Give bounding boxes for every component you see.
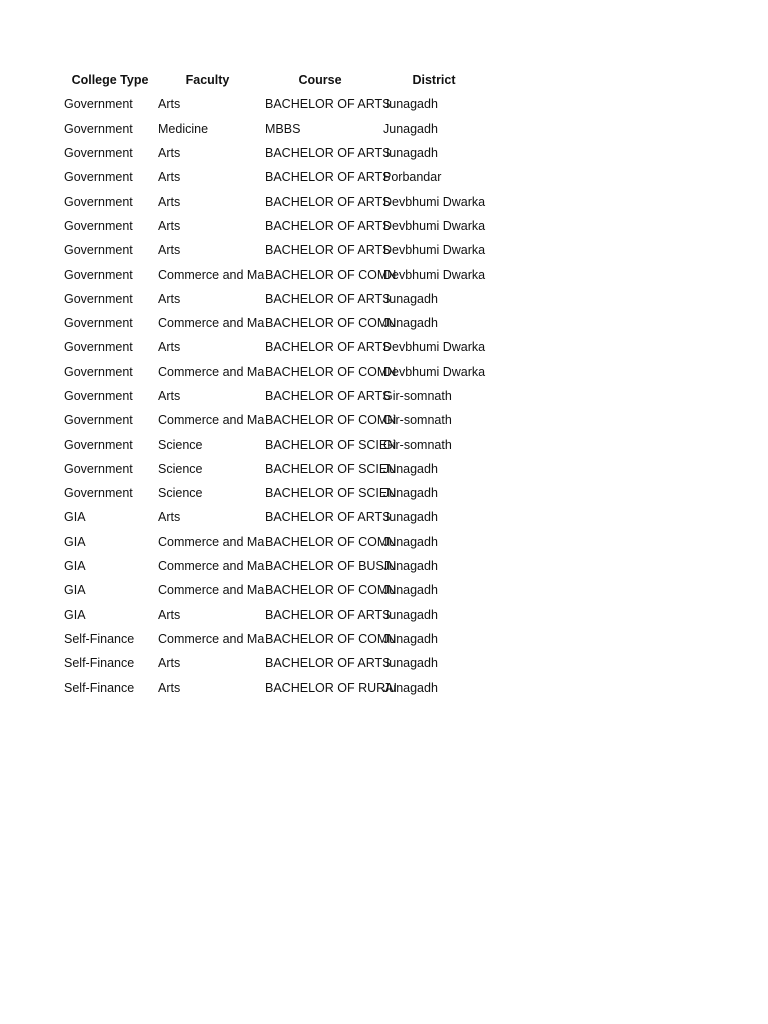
table-row (60, 505, 489, 529)
district-cell[interactable]: Devbhumi Dwarka (383, 218, 486, 233)
course-cell[interactable]: BACHELOR OF COMN (265, 631, 397, 646)
table-row (60, 335, 489, 359)
district-cell[interactable]: Devbhumi Dwarka (383, 364, 486, 379)
table-row (60, 287, 489, 311)
faculty-cell[interactable]: Medicine (158, 121, 209, 136)
header-college-type[interactable]: College Type (71, 73, 149, 88)
faculty-cell[interactable]: Arts (158, 291, 181, 306)
college-type-cell[interactable]: Government (64, 194, 133, 209)
faculty-cell[interactable]: Commerce and Ma (158, 316, 265, 331)
college-type-cell[interactable]: GIA (64, 583, 86, 598)
table-row (60, 311, 489, 335)
college-type-cell[interactable]: Government (64, 340, 133, 355)
faculty-cell[interactable]: Commerce and Ma (158, 583, 265, 598)
course-cell[interactable]: BACHELOR OF COMN (265, 413, 397, 428)
table-row (60, 627, 489, 651)
faculty-cell[interactable]: Arts (158, 510, 181, 525)
district-cell[interactable]: Junagadh (383, 510, 438, 525)
faculty-cell[interactable]: Arts (158, 656, 181, 671)
district-cell[interactable]: Porbandar (383, 170, 442, 185)
faculty-cell[interactable]: Science (158, 486, 203, 501)
faculty-cell[interactable]: Commerce and Ma (158, 534, 265, 549)
district-cell[interactable]: Junagadh (383, 631, 438, 646)
faculty-cell[interactable]: Arts (158, 194, 181, 209)
faculty-cell[interactable]: Arts (158, 97, 181, 112)
district-cell[interactable]: Junagadh (383, 680, 438, 695)
course-cell[interactable]: BACHELOR OF ARTS (265, 218, 391, 233)
course-cell[interactable]: BACHELOR OF COMN (265, 267, 397, 282)
course-cell[interactable]: BACHELOR OF SCIEN (265, 486, 397, 501)
faculty-cell[interactable]: Arts (158, 218, 181, 233)
college-type-cell[interactable]: Government (64, 218, 133, 233)
district-cell[interactable]: Junagadh (383, 656, 438, 671)
district-cell[interactable]: Junagadh (383, 97, 438, 112)
course-cell[interactable]: MBBS (265, 121, 301, 136)
faculty-cell[interactable]: Arts (158, 146, 181, 161)
college-type-cell[interactable]: Government (64, 389, 133, 403)
college-type-cell[interactable]: GIA (64, 559, 86, 574)
district-cell[interactable]: Junagadh (383, 146, 438, 161)
district-cell[interactable]: Junagadh (383, 316, 438, 331)
table-row (60, 578, 489, 602)
district-cell[interactable]: Devbhumi Dwarka (383, 194, 486, 209)
table-row (60, 262, 489, 286)
faculty-cell[interactable]: Arts (158, 340, 181, 355)
faculty-cell[interactable]: Commerce and Ma (158, 413, 265, 428)
course-cell[interactable]: BACHELOR OF ARTS (265, 170, 391, 185)
district-cell[interactable]: Devbhumi Dwarka (383, 243, 486, 258)
table-row (60, 554, 489, 578)
course-cell[interactable]: BACHELOR OF ARTS (265, 389, 391, 403)
faculty-cell[interactable]: Commerce and Ma (158, 364, 265, 379)
course-cell[interactable]: BACHELOR OF ARTS (265, 656, 391, 671)
table-row (60, 408, 489, 432)
course-cell[interactable]: BACHELOR OF COMN (265, 316, 397, 331)
district-cell[interactable]: Junagadh (383, 291, 438, 306)
college-type-cell[interactable]: Government (64, 146, 133, 161)
college-type-cell[interactable]: Government (64, 243, 133, 258)
table-row (60, 481, 489, 505)
district-cell[interactable]: Gir-somnath (383, 437, 452, 452)
table-row (60, 432, 489, 456)
district-cell[interactable]: Junagadh (383, 534, 438, 549)
college-type-cell[interactable]: GIA (64, 607, 86, 622)
table-row (60, 603, 489, 627)
college-type-cell[interactable]: GIA (64, 534, 86, 549)
course-cell[interactable]: BACHELOR OF SCIEN (265, 461, 397, 476)
district-cell[interactable]: Gir-somnath (383, 413, 452, 428)
table-row (60, 214, 489, 238)
course-cell[interactable]: BACHELOR OF ARTS (265, 146, 391, 161)
faculty-cell[interactable]: Arts (158, 243, 181, 258)
faculty-cell[interactable]: Commerce and Ma (158, 631, 265, 646)
table-row (60, 530, 489, 554)
faculty-cell[interactable]: Arts (158, 607, 181, 622)
college-type-cell[interactable]: Government (64, 437, 133, 452)
district-cell[interactable]: Junagadh (383, 121, 438, 136)
course-cell[interactable]: BACHELOR OF SCIEN (265, 437, 397, 452)
course-cell[interactable]: BACHELOR OF ARTS (265, 340, 391, 355)
table-row (60, 189, 489, 213)
college-type-cell[interactable]: Government (64, 364, 133, 379)
faculty-cell[interactable]: Commerce and Ma (158, 559, 265, 574)
district-cell[interactable]: Junagadh (383, 559, 438, 574)
course-cell[interactable]: BACHELOR OF ARTS (265, 194, 391, 209)
college-type-cell[interactable]: Government (64, 170, 133, 185)
district-cell[interactable]: Junagadh (383, 607, 438, 622)
college-type-cell[interactable]: GIA (64, 510, 86, 525)
college-type-cell[interactable]: Government (64, 267, 133, 282)
faculty-cell[interactable]: Science (158, 461, 203, 476)
table-row (60, 384, 489, 408)
district-cell[interactable]: Gir-somnath (383, 389, 452, 403)
header-district[interactable]: District (412, 73, 456, 88)
course-cell[interactable]: BACHELOR OF RURAI (265, 680, 397, 695)
faculty-cell[interactable]: Arts (158, 170, 181, 185)
district-cell[interactable]: Devbhumi Dwarka (383, 267, 486, 282)
course-cell[interactable]: BACHELOR OF COMN (265, 583, 397, 598)
college-type-cell[interactable]: Government (64, 97, 133, 112)
table-row (60, 141, 489, 165)
course-cell[interactable]: BACHELOR OF ARTS (265, 97, 391, 112)
header-course[interactable]: Course (298, 73, 342, 88)
district-cell[interactable]: Junagadh (383, 486, 438, 501)
college-type-cell[interactable]: Government (64, 291, 133, 306)
district-cell[interactable]: Devbhumi Dwarka (383, 340, 486, 355)
table-row (60, 92, 489, 116)
college-type-cell[interactable]: Government (64, 461, 133, 476)
faculty-cell[interactable]: Arts (158, 389, 181, 403)
college-type-cell[interactable]: Self-Finance (64, 680, 135, 695)
college-type-cell[interactable]: Self-Finance (64, 631, 135, 646)
header-faculty[interactable]: Faculty (185, 73, 230, 88)
college-type-cell[interactable]: Government (64, 316, 133, 331)
course-cell[interactable]: BACHELOR OF ARTS (265, 291, 391, 306)
table-row (60, 675, 489, 699)
table-header-row (60, 68, 489, 92)
district-cell[interactable]: Junagadh (383, 461, 438, 476)
table-row (60, 238, 489, 262)
table-body (60, 92, 489, 699)
course-cell[interactable]: BACHELOR OF ARTS (265, 607, 391, 622)
college-type-cell[interactable]: Government (64, 121, 133, 136)
faculty-cell[interactable]: Arts (158, 680, 181, 695)
table-row (60, 360, 489, 384)
faculty-cell[interactable]: Science (158, 437, 203, 452)
course-cell[interactable]: BACHELOR OF COMN (265, 364, 397, 379)
table-row (60, 165, 489, 189)
college-type-cell[interactable]: Self-Finance (64, 656, 135, 671)
course-cell[interactable]: BACHELOR OF ARTS (265, 243, 391, 258)
faculty-cell[interactable]: Commerce and Ma (158, 267, 265, 282)
course-cell[interactable]: BACHELOR OF BUSIN (265, 559, 397, 574)
table-row (60, 457, 489, 481)
course-cell[interactable]: BACHELOR OF ARTS (265, 510, 391, 525)
course-cell[interactable]: BACHELOR OF COMN (265, 534, 397, 549)
district-cell[interactable]: Junagadh (383, 583, 438, 598)
table-row (60, 117, 489, 141)
spreadsheet-table (60, 68, 489, 700)
college-type-cell[interactable]: Government (64, 486, 133, 501)
table-row (60, 651, 489, 675)
college-type-cell[interactable]: Government (64, 413, 133, 428)
